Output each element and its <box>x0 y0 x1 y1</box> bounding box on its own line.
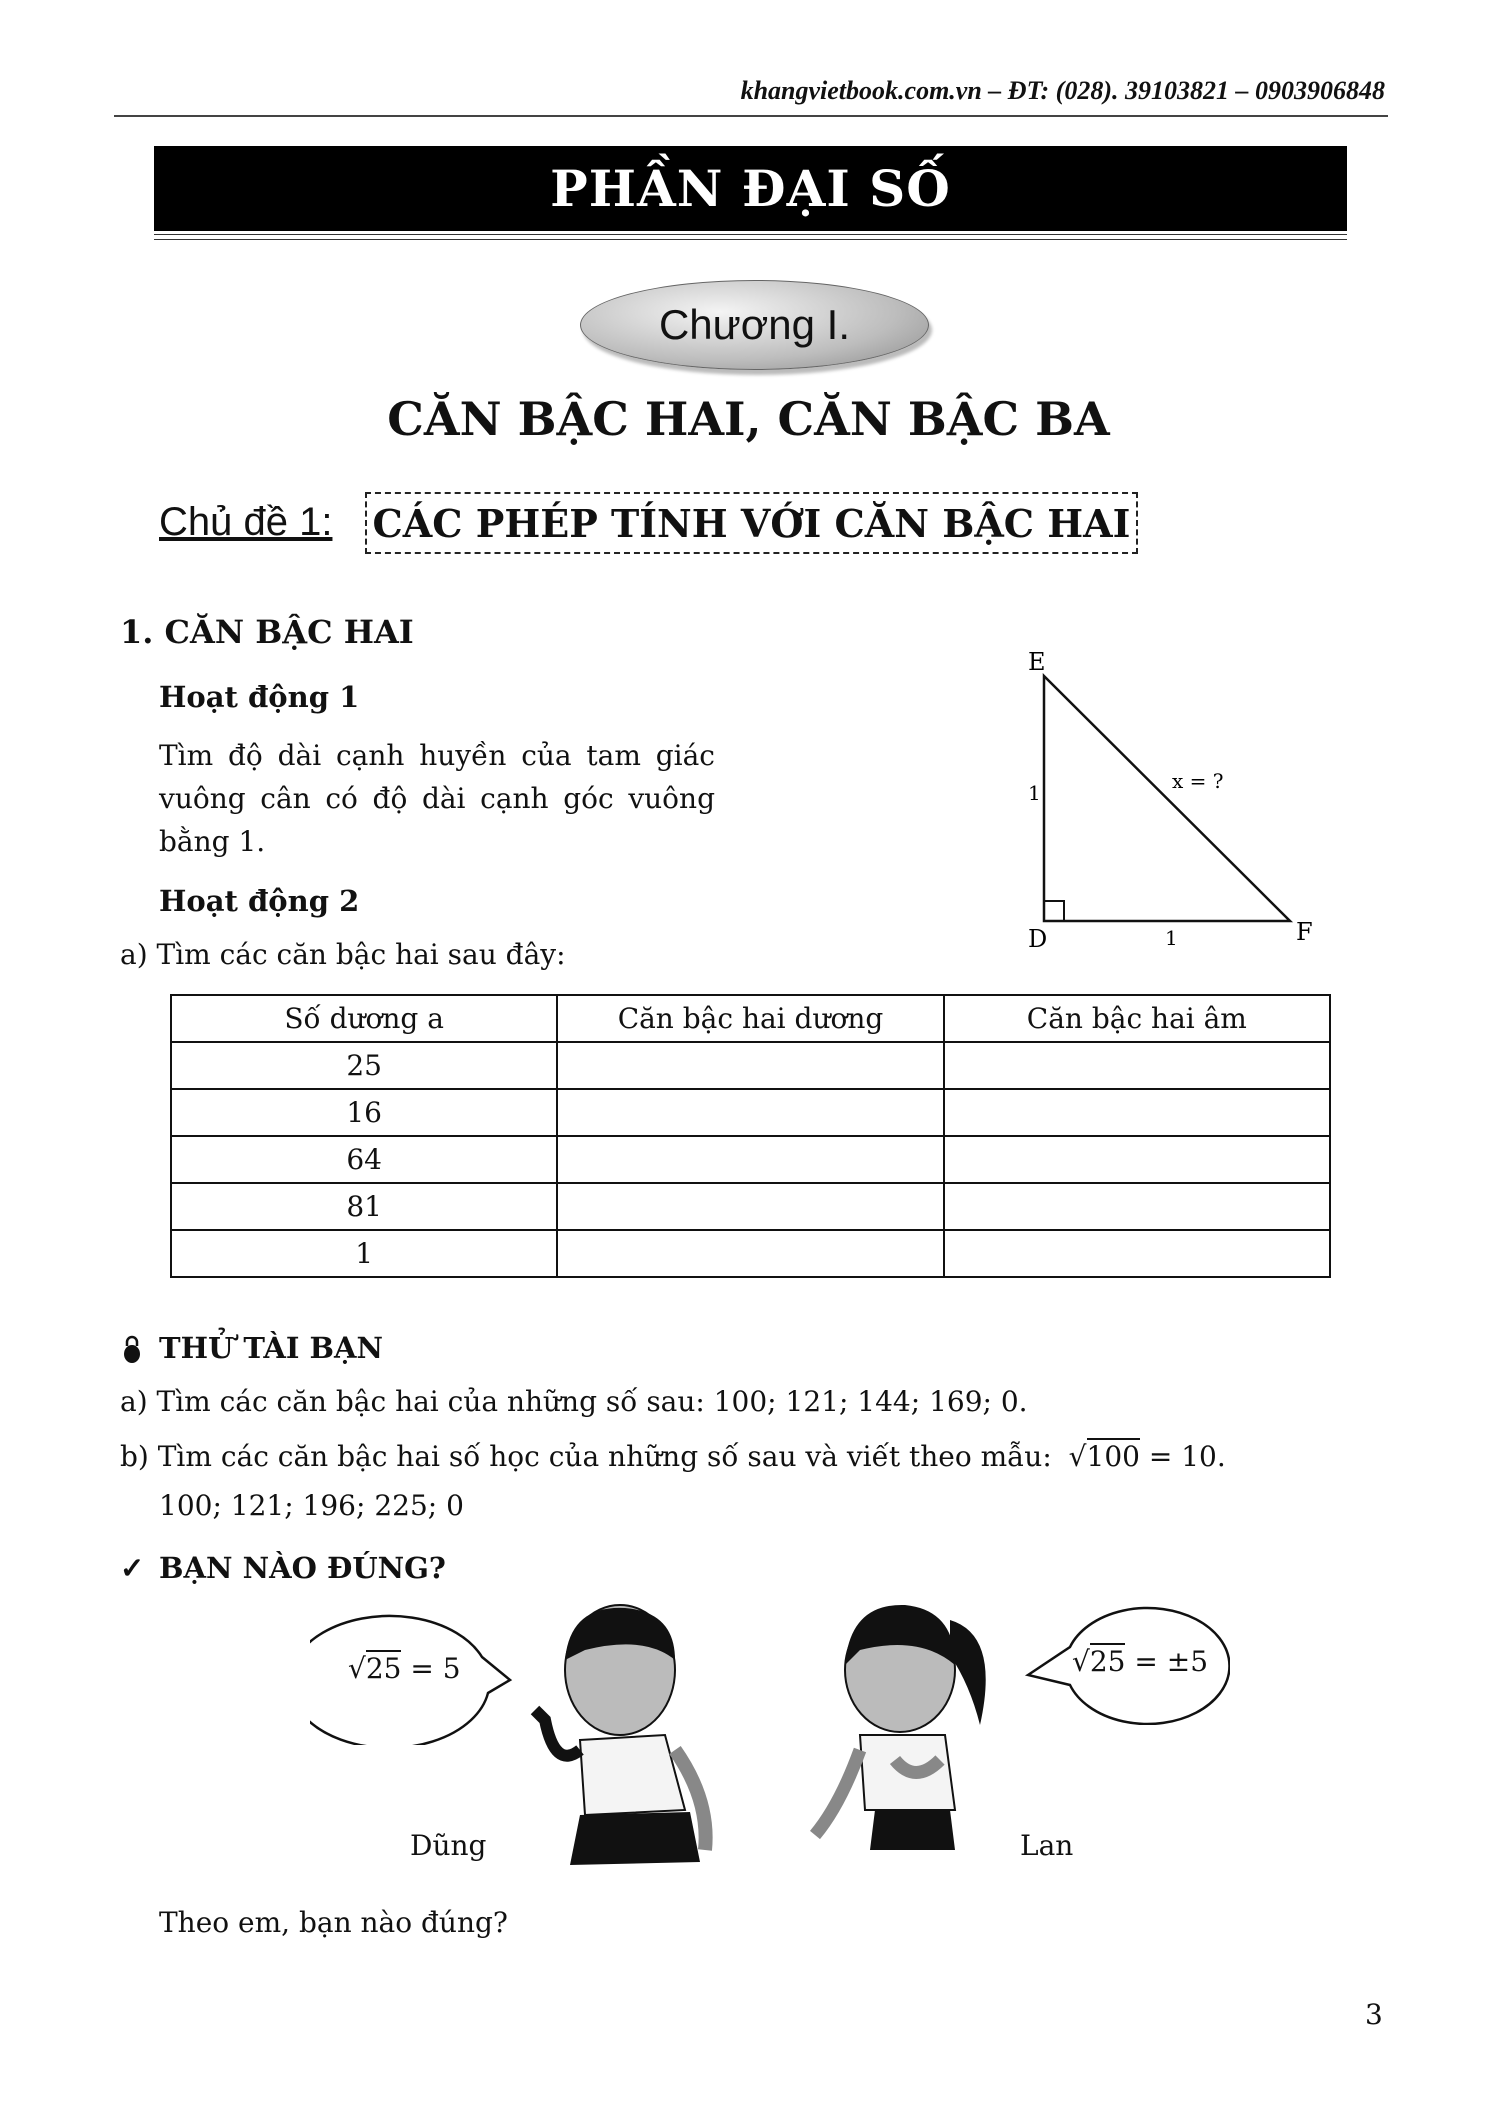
triangle-diagram <box>1010 640 1340 960</box>
table-row <box>171 1136 1330 1183</box>
topic-title: CÁC PHÉP TÍNH VỚI CĂN BẬC HAI <box>365 492 1138 554</box>
dung-result: = 5 <box>401 1652 461 1685</box>
activity1-text: Tìm độ dài cạnh huyền của tam giác vuông cân có độ dài cạnh góc vuông bằng 1. <box>159 739 715 858</box>
who-question: Theo em, bạn nào đúng? <box>159 1906 508 1939</box>
girl-illustration <box>800 1595 1015 1860</box>
table-header: Căn bậc hai dương <box>557 995 943 1042</box>
cell-positive <box>557 1230 943 1277</box>
header-site: khangvietbook.com.vn – ĐT: (028). 39103821 – 0903906848 <box>740 76 1385 105</box>
lan-result: = ±5 <box>1125 1645 1209 1678</box>
cell-a: 1 <box>171 1230 557 1277</box>
try-heading: THỬ TÀI BẠN <box>159 1331 384 1365</box>
chapter-badge: Chương I. <box>580 280 929 370</box>
page-number: 3 <box>1365 1998 1383 2031</box>
header-divider <box>114 115 1388 117</box>
boy-illustration <box>525 1600 740 1870</box>
part-banner: PHẦN ĐẠI SỐ <box>154 146 1347 231</box>
vertex-e: E <box>1028 648 1046 676</box>
cell-negative <box>944 1136 1330 1183</box>
table-header-row <box>171 995 1330 1042</box>
sqrt-example: √100 = 10. <box>1068 1440 1226 1473</box>
cell-negative <box>944 1089 1330 1136</box>
who-heading: BẠN NÀO ĐÚNG? <box>159 1551 446 1585</box>
activity2-a: a) Tìm các căn bậc hai sau đây: <box>120 938 566 971</box>
activity2-title: Hoạt động 2 <box>159 884 360 918</box>
table-row <box>171 1183 1330 1230</box>
try-b-numbers: 100; 121; 196; 225; 0 <box>159 1489 464 1522</box>
cell-negative <box>944 1042 1330 1089</box>
cell-negative <box>944 1230 1330 1277</box>
square-root-table <box>170 994 1331 1278</box>
lan-name: Lan <box>1020 1829 1074 1862</box>
check-icon: ✓ <box>120 1551 145 1585</box>
activity1-title: Hoạt động 1 <box>159 680 360 714</box>
cell-negative <box>944 1183 1330 1230</box>
cell-a: 16 <box>171 1089 557 1136</box>
try-b-text: b) Tìm các căn bậc hai số học của những số sau và viết theo mẫu: <box>120 1440 1052 1473</box>
topic-label: Chủ đề 1: <box>159 500 333 544</box>
cell-positive <box>557 1042 943 1089</box>
section-heading: 1. CĂN BẬC HAI <box>120 613 414 651</box>
table-row <box>171 1230 1330 1277</box>
vertex-d: D <box>1028 925 1048 953</box>
cell-a: 25 <box>171 1042 557 1089</box>
table-row <box>171 1042 1330 1089</box>
dung-name: Dũng <box>410 1829 487 1862</box>
try-a: a) Tìm các căn bậc hai của những số sau: 100; 121; 144; 169; 0. <box>120 1385 1028 1418</box>
side-ed-label: 1 <box>1028 781 1041 805</box>
cell-a: 64 <box>171 1136 557 1183</box>
lock-icon <box>122 1334 142 1364</box>
dung-statement: √25 = 5 <box>348 1652 461 1685</box>
radicand: 25 <box>365 1652 402 1685</box>
example-result: = 10. <box>1148 1440 1226 1473</box>
lan-statement: √25 = ±5 <box>1072 1645 1209 1678</box>
table-header: Căn bậc hai âm <box>944 995 1330 1042</box>
table-row <box>171 1089 1330 1136</box>
vertex-f: F <box>1296 918 1313 946</box>
try-b <box>120 1440 1226 1473</box>
hypotenuse-label: x = ? <box>1172 769 1224 793</box>
banner-underline <box>154 234 1347 240</box>
chapter-title: CĂN BẬC HAI, CĂN BẬC BA <box>387 392 1110 446</box>
radicand: 25 <box>1089 1645 1126 1678</box>
cell-positive <box>557 1136 943 1183</box>
cell-positive <box>557 1089 943 1136</box>
side-df-label: 1 <box>1165 926 1178 950</box>
cell-a: 81 <box>171 1183 557 1230</box>
cell-positive <box>557 1183 943 1230</box>
radicand: 100 <box>1086 1440 1140 1473</box>
table-header: Số dương a <box>171 995 557 1042</box>
